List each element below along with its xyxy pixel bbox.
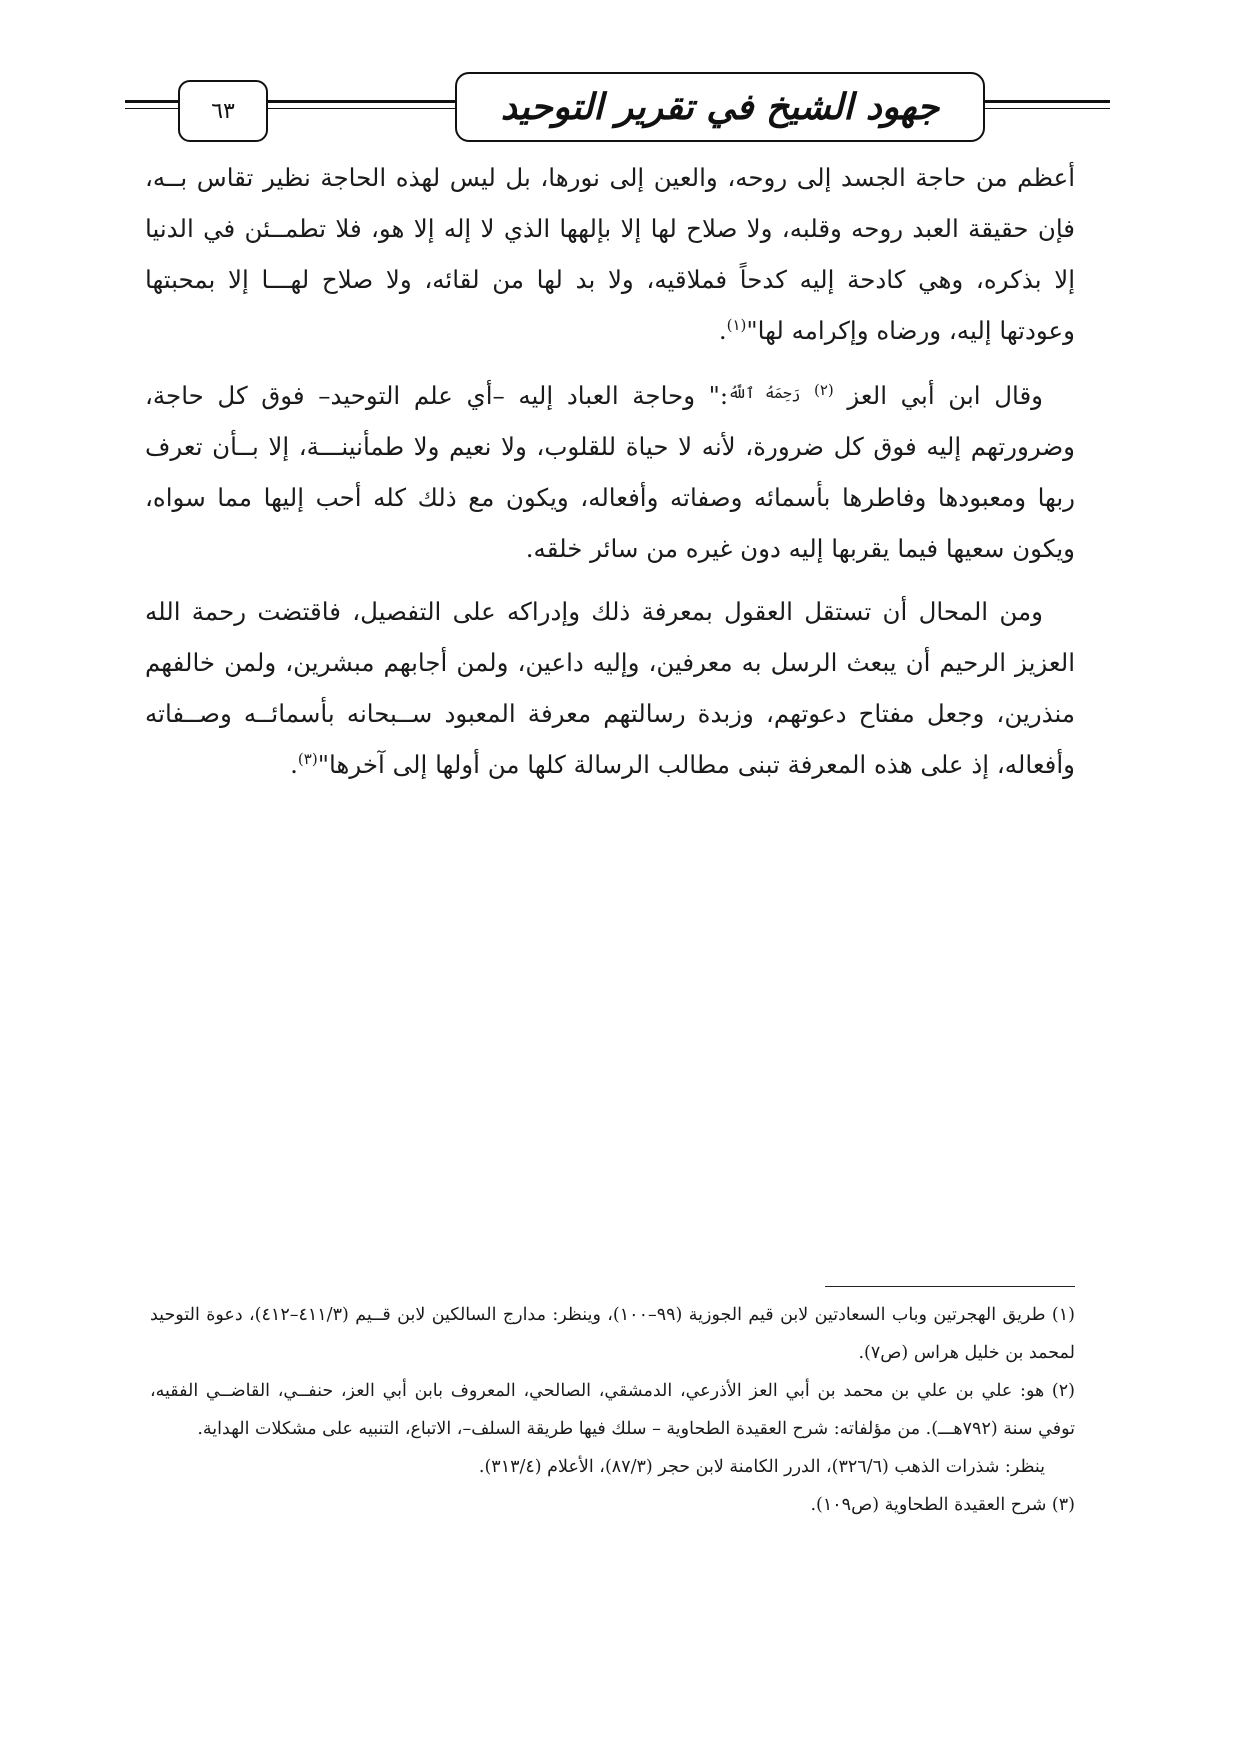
paragraph-2 [145,368,1075,574]
main-text [145,152,1075,802]
footnote-2-sources: ينظر: شذرات الذهب (٣٢٦/٦)، الدرر الكامنة لابن حجر (٨٧/٣)، الأعلام (٣١٣/٤). [478,1457,1045,1477]
page-number-box [178,80,268,142]
header-title-box [455,72,985,142]
header-rule-right-bottom [985,108,1110,109]
paragraph-1-end: . [718,316,727,345]
header-rule-middle-top [268,100,455,103]
footnote-ref-2: (٢) [813,380,834,399]
paragraph-1 [145,152,1075,356]
paragraph-3 [145,586,1075,790]
footnotes [150,1296,1075,1524]
header-rule-right-top [985,100,1110,103]
paragraph-2-lead: وقال ابن أبي العز [847,381,1044,410]
footnote-3: (٣) شرح العقيدة الطحاوية (ص١٠٩). [810,1495,1075,1515]
footnote-1: (١) طريق الهجرتين وباب السعادتين لابن قيم الجوزية (٩٩–١٠٠)، وينظر: مدارج السالكين لابن قــيم (٤١١/٣–٤١٢)، دعوة التوحيد لمحمد بن خليل هراس (ص٧). [150,1305,1075,1363]
footnote-2: (٢) هو: علي بن علي بن محمد بن أبي العز الأذرعي، الدمشقي، الصالحي، المعروف بابن أبي العز، حنفــي، القاضــي الفقيه، توفي سنة (٧٩٢هـــ). من مؤلفاته: شرح العقيدة الطحاوية – سلك فيها طريقة السلف–، الاتباع، التنبيه على مشكلات الهداية. [150,1381,1075,1439]
footnote-separator [825,1286,1075,1287]
footnote-ref-3: (٣) [297,749,318,768]
paragraph-3-text: ومن المحال أن تستقل العقول بمعرفة ذلك وإدراكه على التفصيل، فاقتضت رحمة الله العزيز الرحيم أن يبعث الرسل به معرفين، وإليه داعين، ولمن أجابهم مبشرين، ولمن خالفهم منذرين، وجعل مفتاح دعوتهم، وزبدة رسالتهم معرفة المعبود ســبحانه بأسمائــه وصــفاته وأفعاله، إذ على هذه المعرفة تبنى مطالب الرسالة كلها من أولها إلى آخرها" [145,597,1075,779]
footnote-ref-1: (١) [726,315,747,334]
header-rule-left-bottom [125,108,178,109]
page-title: جهود الشيخ في تقرير التوحيد [500,86,940,128]
paragraph-3-end: . [290,750,298,779]
paragraph-2-text: :" وحاجة العباد إليه –أي علم التوحيد– فوق كل حاجة، وضرورتهم إليه فوق كل ضرورة، لأنه لا حياة للقلوب، ولا نعيم ولا طمأنينـــة، إلا بــأن تعرف ربها ومعبودها وفاطرها بأسمائه وصفاته وأفعاله، ويكون مع ذلك كله أحب إليها مما سواه، ويكون سعيها فيما يقربها إليه دون غيره من سائر خلقه. [145,381,1075,563]
page-number: ٦٣ [211,98,235,124]
header-rule-middle-bottom [268,108,455,109]
honorific: رَحِمَهُ ٱللَّهُ [728,384,801,402]
header-rule-left-top [125,100,178,103]
paragraph-1-text: أعظم من حاجة الجسد إلى روحه، والعين إلى نورها، بل ليس لهذه الحاجة نظير تقاس بــه، فإن حقيقة العبد روحه وقلبه، ولا صلاح لها إلا بإلهها الذي لا إله إلا هو، فلا تطمــئن في الدنيا إلا بذكره، وهي كادحة إليه كدحاً فملاقيه، ولا بد لها من لقائه، ولا صلاح لهـــا إلا بمحبتها وعودتها إليه، ورضاه وإكرامه لها" [145,163,1075,345]
